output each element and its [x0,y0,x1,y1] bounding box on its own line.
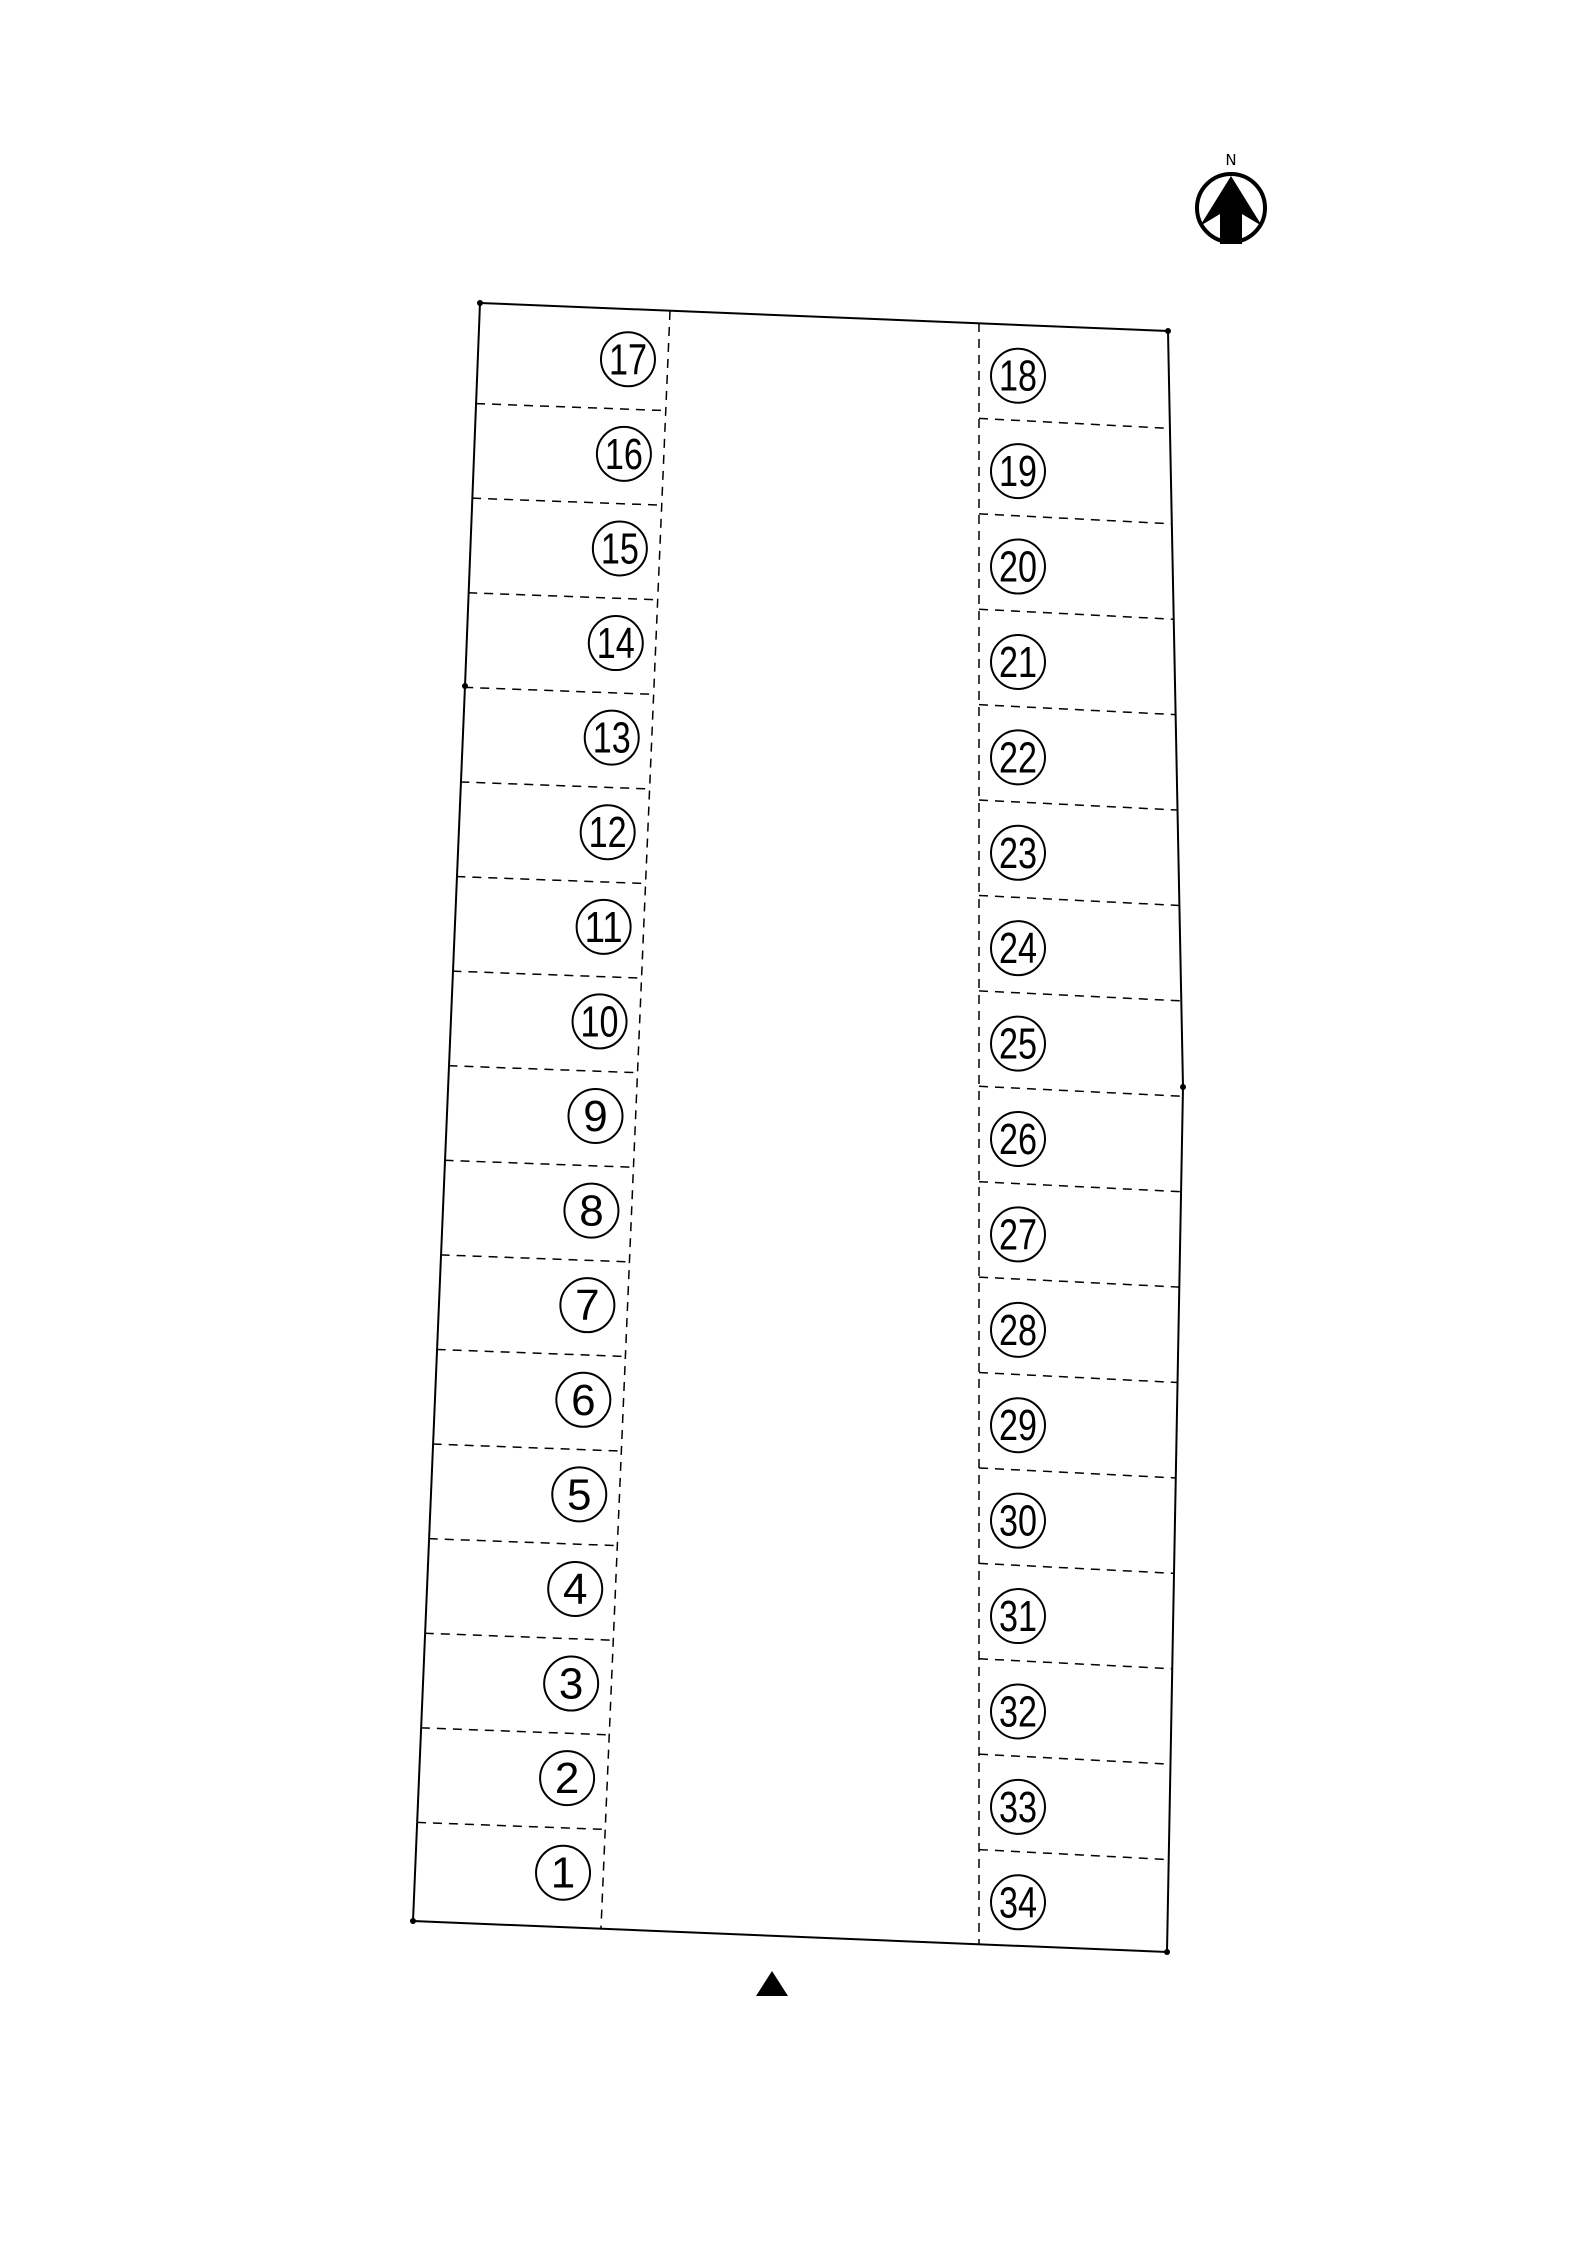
lot-divider-east [979,1563,1174,1573]
lot-number-east: 33 [999,1782,1037,1832]
lot-14 [589,616,643,670]
lot-number-west: 6 [571,1375,596,1425]
lot-number-east: 21 [999,637,1037,687]
lot-divider-west [468,593,658,600]
lot-33 [991,1780,1045,1834]
lot-15 [593,521,647,575]
lot-divider-west [448,1066,637,1073]
lot-labels-west [536,332,655,1899]
lot-divider-west [445,1160,634,1167]
lot-number-east: 24 [999,924,1037,974]
lot-2 [540,1751,594,1805]
lot-divider-east [979,1277,1179,1287]
lot-31 [991,1589,1045,1643]
lot-divider-east [979,991,1181,1001]
lot-divider-west [421,1728,609,1735]
lot-27 [991,1207,1045,1261]
lot-divider-east [979,609,1174,619]
lot-number-east: 25 [999,1019,1037,1069]
lot-number-west: 12 [588,808,627,858]
lot-4 [548,1562,602,1616]
lot-18 [991,349,1045,403]
lot-28 [991,1303,1045,1357]
lot-divider-west [472,498,662,505]
lot-20 [991,540,1045,594]
lot-number-west: 9 [583,1092,608,1141]
lot-1 [536,1846,590,1900]
lot-dividers [417,404,1183,1860]
lot-number-east: 22 [999,733,1037,783]
lot-divider-east [979,1468,1176,1478]
lot-number-west: 5 [567,1470,592,1520]
lot-divider-east [979,895,1179,905]
lot-26 [991,1112,1045,1166]
lot-number-west: 11 [584,902,623,952]
lot-9 [569,1089,623,1143]
north-arrow [1197,151,1265,244]
lot-divider-east [979,1850,1169,1860]
north-label: N [1225,151,1237,169]
entrance-triangle-icon [756,1971,788,1996]
lot-number-west: 1 [550,1848,576,1898]
lot-number-west: 8 [579,1186,604,1236]
lot-divider-west [452,971,641,978]
lot-labels-east [991,349,1045,1930]
lot-number-west: 14 [596,619,635,669]
lot-divider-east [979,800,1177,810]
lot-30 [991,1494,1045,1548]
lot-number-west: 17 [608,335,647,385]
lot-divider-east [979,514,1172,524]
lot-divider-west [460,782,649,789]
lot-number-west: 10 [580,997,619,1047]
lot-10 [573,994,627,1048]
lot-5 [552,1467,606,1521]
lot-divider-east [979,418,1170,428]
lot-number-west: 2 [554,1754,580,1804]
lot-23 [991,826,1045,880]
lot-number-west: 15 [600,524,639,574]
lot-7 [560,1278,614,1332]
lot-number-west: 3 [558,1659,584,1709]
lot-number-east: 29 [999,1401,1037,1451]
lot-divider-west [433,1444,622,1451]
lot-divider-west [437,1349,626,1356]
lot-number-east: 20 [999,542,1037,592]
lot-divider-east [979,1373,1178,1383]
lot-divider-west [476,404,666,411]
lot-number-east: 30 [999,1496,1037,1546]
lot-divider-west [464,687,654,694]
lot-divider-east [979,705,1176,715]
lot-number-west: 7 [575,1281,600,1331]
lot-21 [991,635,1045,689]
lot-divider-west [417,1822,605,1829]
lot-number-east: 28 [999,1305,1037,1355]
lot-number-west: 16 [604,429,643,479]
lot-number-east: 31 [999,1592,1037,1642]
lot-number-west: 4 [562,1564,588,1614]
lot-19 [991,444,1045,498]
lot-number-east: 23 [999,828,1037,878]
lot-number-west: 13 [592,713,631,763]
lot-divider-east [979,1754,1171,1764]
lot-32 [991,1684,1045,1738]
lot-25 [991,1017,1045,1071]
lot-3 [544,1657,598,1711]
lot-divider-east [979,1182,1181,1192]
lot-number-east: 34 [999,1878,1037,1928]
lot-6 [556,1373,610,1427]
lot-17 [601,332,655,386]
lot-12 [581,805,635,859]
lot-number-east: 19 [999,447,1037,497]
boundary-vertices [410,300,1186,1955]
lot-13 [585,711,639,765]
site-boundary [413,303,1183,1952]
lot-34 [991,1875,1045,1929]
lot-divider-east [979,1086,1183,1096]
lot-number-east: 18 [999,351,1037,401]
lot-divider-west [429,1539,617,1546]
lot-number-east: 26 [999,1115,1037,1164]
lot-divider-west [425,1633,613,1640]
lot-divider-west [441,1255,630,1262]
lot-16 [597,427,651,481]
lot-29 [991,1398,1045,1452]
lot-8 [564,1184,618,1238]
lot-number-east: 27 [999,1210,1037,1260]
lot-11 [577,900,631,954]
lot-24 [991,921,1045,975]
lot-number-east: 32 [999,1687,1037,1737]
lot-divider-west [456,877,645,884]
road-edges [601,311,979,1944]
lot-divider-east [979,1659,1172,1669]
lot-22 [991,730,1045,784]
